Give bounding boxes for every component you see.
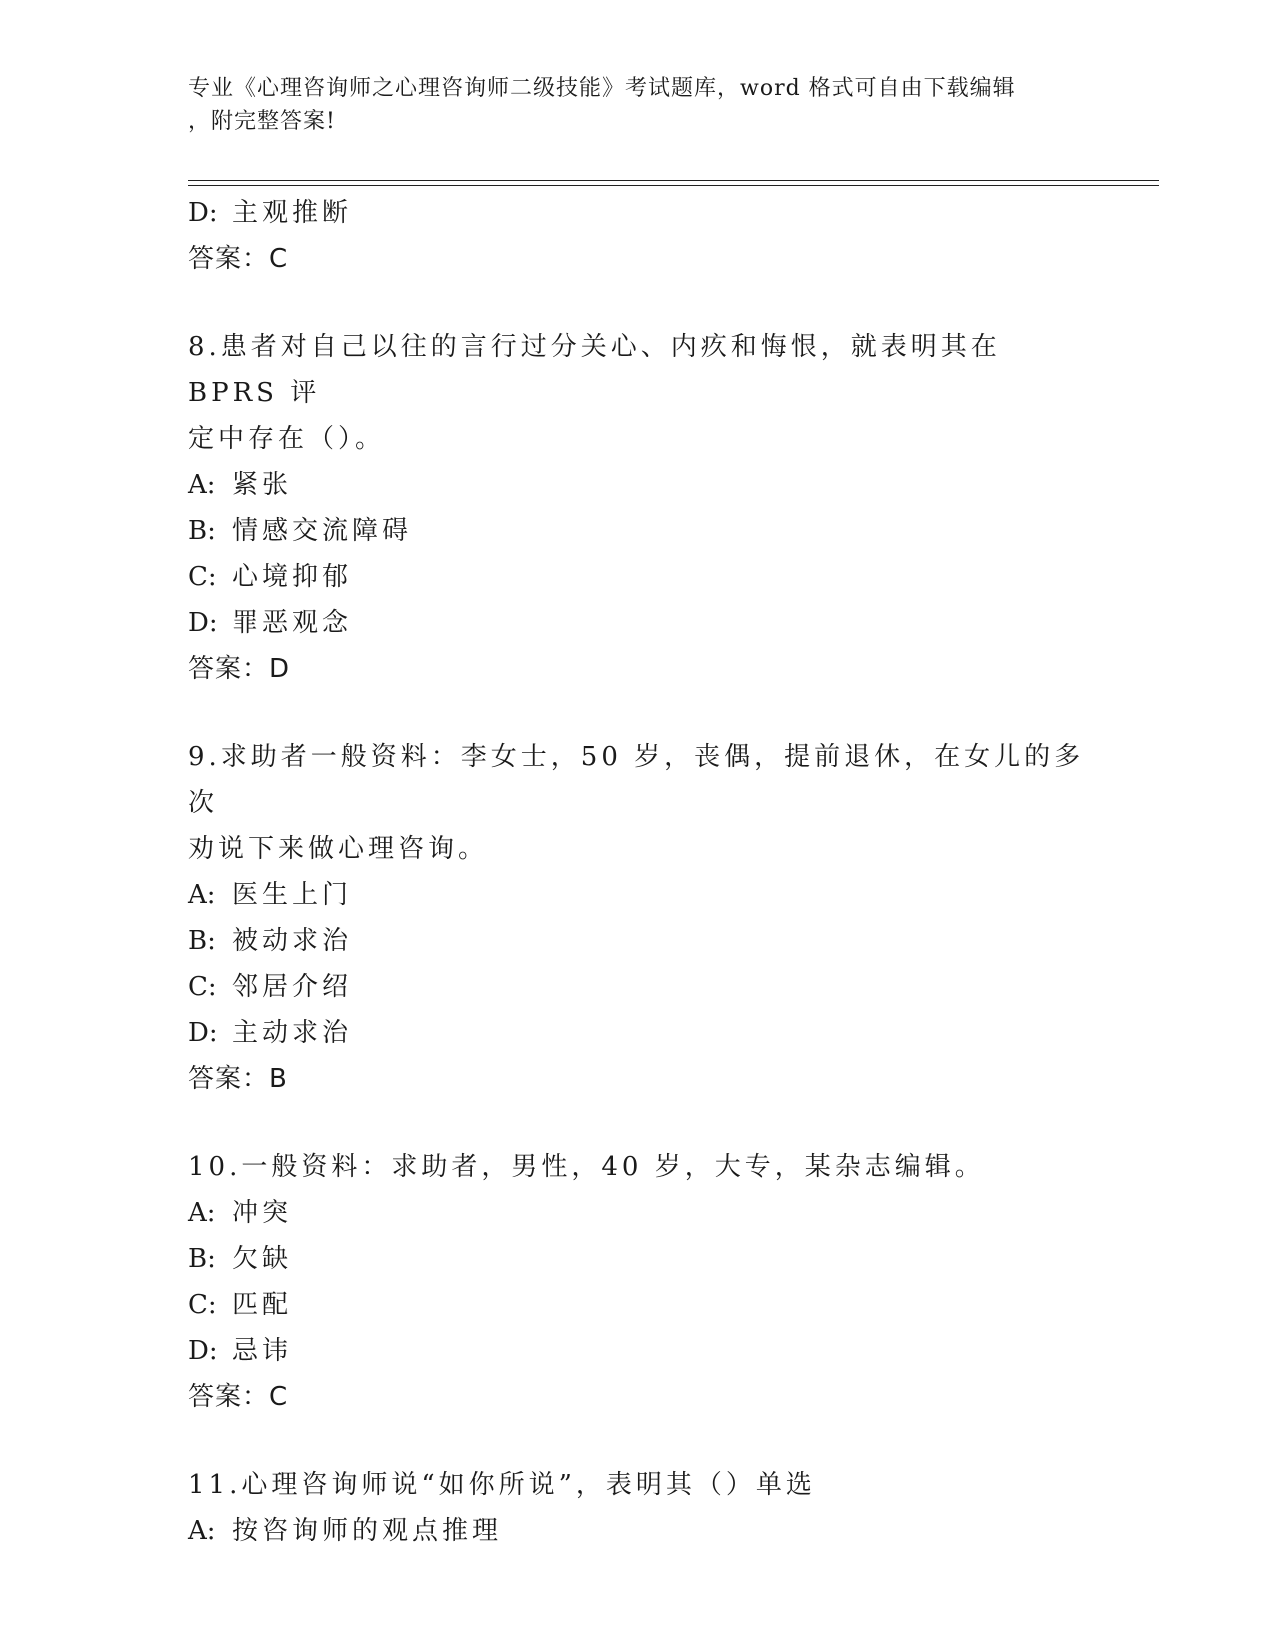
option-text: 主观推断 xyxy=(232,198,353,228)
question-7 xyxy=(188,190,1088,282)
option-b xyxy=(188,918,1088,964)
option-a xyxy=(188,872,1088,918)
header-line-2: ，附完整答案! xyxy=(188,109,336,134)
option-letter: B: xyxy=(188,516,216,546)
question-line-2: 定中存在（）。 xyxy=(188,424,386,454)
option-d xyxy=(188,190,1088,236)
option-text: 邻居介绍 xyxy=(232,972,353,1002)
answer: 答案：B xyxy=(188,1064,288,1094)
option-a xyxy=(188,462,1088,508)
option-letter: C: xyxy=(188,972,217,1002)
option-text: 被动求治 xyxy=(232,926,353,956)
answer: 答案：C xyxy=(188,244,289,274)
header-rule-top xyxy=(188,180,1159,181)
question-11 xyxy=(188,1462,1088,1554)
question-line-1: 10.一般资料：求助者，男性，40 岁，大专，某杂志编辑。 xyxy=(188,1152,985,1182)
option-letter: D: xyxy=(188,1018,218,1048)
question-text xyxy=(188,1462,1088,1508)
document-header xyxy=(188,72,1088,138)
question-line-1: 9.求助者一般资料：李女士，50 岁，丧偶，提前退休，在女儿的多次 xyxy=(188,742,1085,818)
option-letter: D: xyxy=(188,608,218,638)
question-line-2: 劝说下来做心理咨询。 xyxy=(188,834,489,864)
option-letter: A: xyxy=(188,1198,216,1228)
option-text: 按咨询师的观点推理 xyxy=(232,1516,503,1546)
option-a xyxy=(188,1190,1088,1236)
option-text: 忌讳 xyxy=(232,1336,293,1366)
option-c xyxy=(188,554,1088,600)
question-text xyxy=(188,1144,1088,1190)
option-text: 情感交流障碍 xyxy=(232,516,413,546)
question-9 xyxy=(188,734,1088,1102)
option-letter: B: xyxy=(188,926,216,956)
question-8 xyxy=(188,324,1088,692)
option-text: 欠缺 xyxy=(232,1244,293,1274)
option-letter: A: xyxy=(188,1516,216,1546)
header-line-1: 专业《心理咨询师之心理咨询师二级技能》考试题库，word 格式可自由下载编辑 xyxy=(188,76,1016,101)
question-10 xyxy=(188,1144,1088,1420)
option-letter: A: xyxy=(188,470,216,500)
header-rule-bottom xyxy=(188,185,1159,186)
question-text xyxy=(188,324,1088,462)
option-text: 匹配 xyxy=(232,1290,293,1320)
option-d xyxy=(188,1010,1088,1056)
question-text xyxy=(188,734,1088,872)
option-d xyxy=(188,600,1088,646)
answer: 答案：C xyxy=(188,1382,289,1412)
option-letter: A: xyxy=(188,880,216,910)
question-line-1: 8.患者对自己以往的言行过分关心、内疚和悔恨，就表明其在 BPRS 评 xyxy=(188,332,1001,408)
option-text: 罪恶观念 xyxy=(232,608,353,638)
option-letter: D: xyxy=(188,1336,218,1366)
option-text: 主动求治 xyxy=(232,1018,353,1048)
option-letter: D: xyxy=(188,198,218,228)
option-b xyxy=(188,508,1088,554)
option-b xyxy=(188,1236,1088,1282)
option-letter: C: xyxy=(188,1290,217,1320)
question-list xyxy=(188,190,1088,1554)
option-text: 紧张 xyxy=(232,470,293,500)
option-text: 医生上门 xyxy=(232,880,353,910)
option-text: 冲突 xyxy=(232,1198,293,1228)
option-a xyxy=(188,1508,1088,1554)
answer: 答案：D xyxy=(188,654,291,684)
option-text: 心境抑郁 xyxy=(232,562,353,592)
option-c xyxy=(188,1282,1088,1328)
option-d xyxy=(188,1328,1088,1374)
option-c xyxy=(188,964,1088,1010)
question-line-1: 11.心理咨询师说“如你所说”，表明其（）单选 xyxy=(188,1470,816,1500)
option-letter: B: xyxy=(188,1244,216,1274)
option-letter: C: xyxy=(188,562,217,592)
